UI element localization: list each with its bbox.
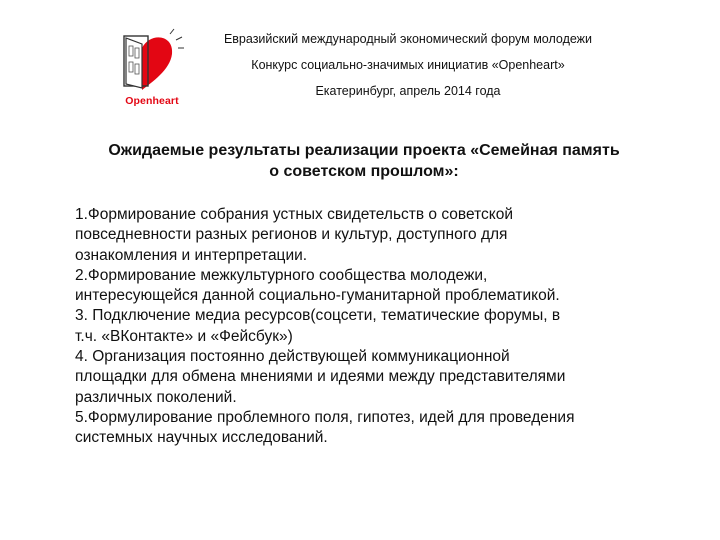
forum-name: Евразийский международный экономический форум молодежи <box>223 32 593 46</box>
door-heart-icon <box>112 28 192 96</box>
location-date: Екатеринбург, апрель 2014 года <box>315 84 501 98</box>
results-line: 5.Формулирование проблемного поля, гипотез, идей для проведения <box>75 408 575 426</box>
page-title <box>66 140 662 182</box>
results-line: повседневности разных регионов и культур, доступного для <box>75 226 508 244</box>
results-line: ознакомления и интерпретации. <box>75 246 308 264</box>
results-line: 4. Организация постоянно действующей коммуникационной <box>75 348 510 366</box>
title-line: Ожидаемые результаты реализации проекта «Семейная память <box>108 142 620 159</box>
results-list <box>75 205 675 449</box>
title-line: о советском прошлом»: <box>269 163 459 180</box>
contest-name: Конкурс социально-значимых инициатив «Openheart» <box>251 58 565 72</box>
logo-label: Openheart <box>125 95 179 107</box>
results-line: т.ч. «ВКонтакте» и «Фейсбук») <box>75 327 293 345</box>
results-line: 3. Подключение медиа ресурсов(соцсети, тематические форумы, в <box>75 307 561 325</box>
results-line: системных научных исследований. <box>75 429 328 447</box>
header <box>190 30 626 108</box>
results-line: 2.Формирование межкультурного сообщества молодежи, <box>75 266 488 284</box>
results-line: интересующейся данной социально-гуманитарной проблематикой. <box>75 287 560 305</box>
openheart-logo <box>112 28 192 110</box>
results-line: 1.Формирование собрания устных свидетельств о советской <box>75 206 513 223</box>
results-line: площадки для обмена мнениями и идеями между представителями <box>75 368 566 386</box>
results-line: различных поколений. <box>75 388 237 406</box>
